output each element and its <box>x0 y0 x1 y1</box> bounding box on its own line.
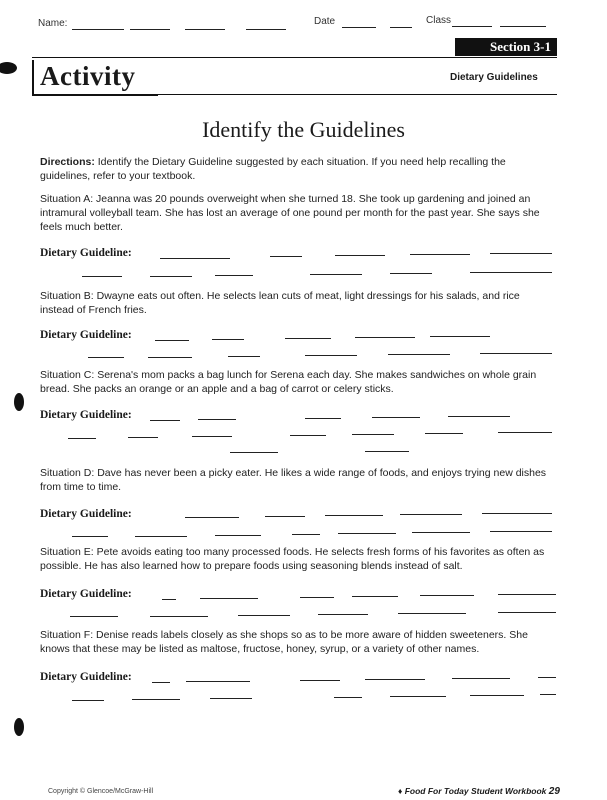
date-label: Date <box>314 16 336 27</box>
answer-line-f[interactable] <box>300 680 340 681</box>
answer-line-e[interactable] <box>200 598 258 599</box>
answer-line-c[interactable] <box>128 437 158 438</box>
answer-line-d[interactable] <box>490 531 552 532</box>
answer-line-a[interactable] <box>490 253 552 254</box>
directions-text: Identify the Dietary Guideline suggested by each situation. If you need help recalling the guidelines, refer to your textbook. <box>40 156 506 182</box>
answer-line-e[interactable] <box>162 599 176 600</box>
answer-line-a[interactable] <box>390 273 432 274</box>
dietary-guideline-label: Dietary Guideline: <box>40 329 132 341</box>
answer-line-b[interactable] <box>155 340 189 341</box>
situation-f-text: Situation F: Denise reads labels closely as she shops so as to be more aware of hidden sweeteners. She knows that these may be listed as maltose, fructose, honey, syrup, or a variety of other names. <box>40 629 528 655</box>
answer-line-f[interactable] <box>365 679 425 680</box>
directions <box>40 155 555 183</box>
name-field-part[interactable] <box>246 29 286 30</box>
header-rule <box>32 57 557 58</box>
answer-line-f[interactable] <box>72 700 104 701</box>
answer-line-c[interactable] <box>198 419 236 420</box>
answer-line-c[interactable] <box>68 438 96 439</box>
answer-line-d[interactable] <box>412 532 470 533</box>
answer-line-f[interactable] <box>132 699 180 700</box>
date-field[interactable] <box>342 27 376 28</box>
answer-line-f[interactable] <box>186 681 250 682</box>
answer-line-b[interactable] <box>88 357 124 358</box>
answer-line-b[interactable] <box>228 356 260 357</box>
answer-line-e[interactable] <box>238 615 290 616</box>
answer-line-d[interactable] <box>482 513 552 514</box>
dietary-guideline-label: Dietary Guideline: <box>40 508 132 520</box>
answer-line-c[interactable] <box>425 433 463 434</box>
answer-line-f[interactable] <box>210 698 252 699</box>
answer-line-e[interactable] <box>352 596 398 597</box>
answer-line-e[interactable] <box>498 594 556 595</box>
answer-line-c[interactable] <box>305 418 341 419</box>
binder-hole-mark <box>14 393 24 411</box>
copyright-footer: Copyright © Glencoe/McGraw-Hill <box>48 788 154 795</box>
answer-line-c[interactable] <box>372 417 420 418</box>
dietary-guideline-label: Dietary Guideline: <box>40 588 132 600</box>
answer-line-e[interactable] <box>498 612 556 613</box>
answer-line-a[interactable] <box>470 272 552 273</box>
answer-line-c[interactable] <box>230 452 278 453</box>
name-field-part[interactable] <box>72 29 124 30</box>
answer-line-a[interactable] <box>335 255 385 256</box>
situation-b-text: Situation B: Dwayne eats out often. He selects lean cuts of meat, light dressings for his salads, and rice instead of French fries. <box>40 290 520 316</box>
date-field[interactable] <box>390 27 412 28</box>
class-label: Class <box>426 15 452 26</box>
answer-line-d[interactable] <box>265 516 305 517</box>
class-field[interactable] <box>500 26 546 27</box>
dietary-guideline-label: Dietary Guideline: <box>40 409 132 421</box>
name-label: Name: <box>38 18 68 29</box>
answer-line-b[interactable] <box>285 338 331 339</box>
answer-line-f[interactable] <box>390 696 446 697</box>
situation-d-text: Situation D: Dave has never been a picky eater. He likes a wide range of foods, and enjoys trying new dishes from time to time. <box>40 467 547 493</box>
answer-line-a[interactable] <box>215 275 253 276</box>
subject-rule <box>156 94 557 95</box>
answer-line-f[interactable] <box>152 682 170 683</box>
answer-line-b[interactable] <box>148 357 192 358</box>
section-badge <box>455 38 557 56</box>
answer-line-a[interactable] <box>410 254 470 255</box>
dietary-guideline-label: Dietary Guideline: <box>40 247 132 259</box>
section-label: Section 3-1 <box>489 39 551 54</box>
answer-line-a[interactable] <box>82 276 122 277</box>
answer-line-e[interactable] <box>318 614 368 615</box>
activity-label: Activity <box>40 61 136 91</box>
answer-line-c[interactable] <box>192 436 232 437</box>
answer-line-d[interactable] <box>185 517 239 518</box>
dietary-guideline-label: Dietary Guideline: <box>40 671 132 683</box>
diamond-icon: ♦ <box>398 786 403 796</box>
answer-line-f[interactable] <box>334 697 362 698</box>
name-field-part[interactable] <box>185 29 225 30</box>
directions-label: Directions: <box>40 156 95 168</box>
answer-line-d[interactable] <box>135 536 187 537</box>
binder-hole-mark <box>14 718 24 736</box>
answer-line-c[interactable] <box>365 451 409 452</box>
workbook-title: Food For Today Student Workbook <box>404 786 547 796</box>
situation-e-text: Situation E: Pete avoids eating too many processed foods. He selects fresh forms of his favorites as often as possible. He has also learned how to prepare foods using seasoning blends instead of salt. <box>40 546 545 572</box>
answer-line-f[interactable] <box>452 678 510 679</box>
answer-line-e[interactable] <box>150 616 208 617</box>
answer-line-f[interactable] <box>538 677 556 678</box>
situation-a-text: Situation A: Jeanna was 20 pounds overweight when she turned 18. She took up gardening and joined an intramural volleyball team. She has lost an average of one pound per month for the past year. She says she feels much better. <box>40 193 540 233</box>
answer-line-f[interactable] <box>470 695 524 696</box>
answer-line-c[interactable] <box>150 420 180 421</box>
answer-line-b[interactable] <box>355 337 415 338</box>
page-title: Identify the Guidelines <box>202 117 405 142</box>
situation-c-text: Situation C: Serena's mom packs a bag lunch for Serena each day. She makes sandwiches on whole grain bread. She packs an orange or an apple and a bag of carrot or celery sticks. <box>40 369 537 395</box>
answer-line-c[interactable] <box>352 434 394 435</box>
binder-hole-mark <box>0 62 17 74</box>
subject-label: Dietary Guidelines <box>450 72 538 83</box>
answer-line-e[interactable] <box>398 613 466 614</box>
answer-line-a[interactable] <box>160 258 230 259</box>
answer-line-e[interactable] <box>300 597 334 598</box>
answer-line-c[interactable] <box>448 416 510 417</box>
answer-line-d[interactable] <box>215 535 261 536</box>
answer-line-e[interactable] <box>70 616 118 617</box>
answer-line-b[interactable] <box>388 354 450 355</box>
answer-line-b[interactable] <box>430 336 490 337</box>
answer-line-b[interactable] <box>305 355 357 356</box>
answer-line-b[interactable] <box>212 339 244 340</box>
activity-box <box>32 60 158 96</box>
answer-line-e[interactable] <box>420 595 474 596</box>
workbook-footer <box>398 786 560 797</box>
answer-line-a[interactable] <box>270 256 302 257</box>
class-field[interactable] <box>452 26 492 27</box>
answer-line-c[interactable] <box>498 432 552 433</box>
answer-line-d[interactable] <box>325 515 383 516</box>
answer-line-d[interactable] <box>292 534 320 535</box>
answer-line-c[interactable] <box>290 435 326 436</box>
answer-line-f[interactable] <box>540 694 556 695</box>
answer-line-d[interactable] <box>338 533 396 534</box>
answer-line-a[interactable] <box>150 276 192 277</box>
page-number: 29 <box>548 786 560 797</box>
name-field-part[interactable] <box>130 29 170 30</box>
answer-line-b[interactable] <box>480 353 552 354</box>
answer-line-d[interactable] <box>400 514 462 515</box>
answer-line-d[interactable] <box>72 536 108 537</box>
answer-line-a[interactable] <box>310 274 362 275</box>
